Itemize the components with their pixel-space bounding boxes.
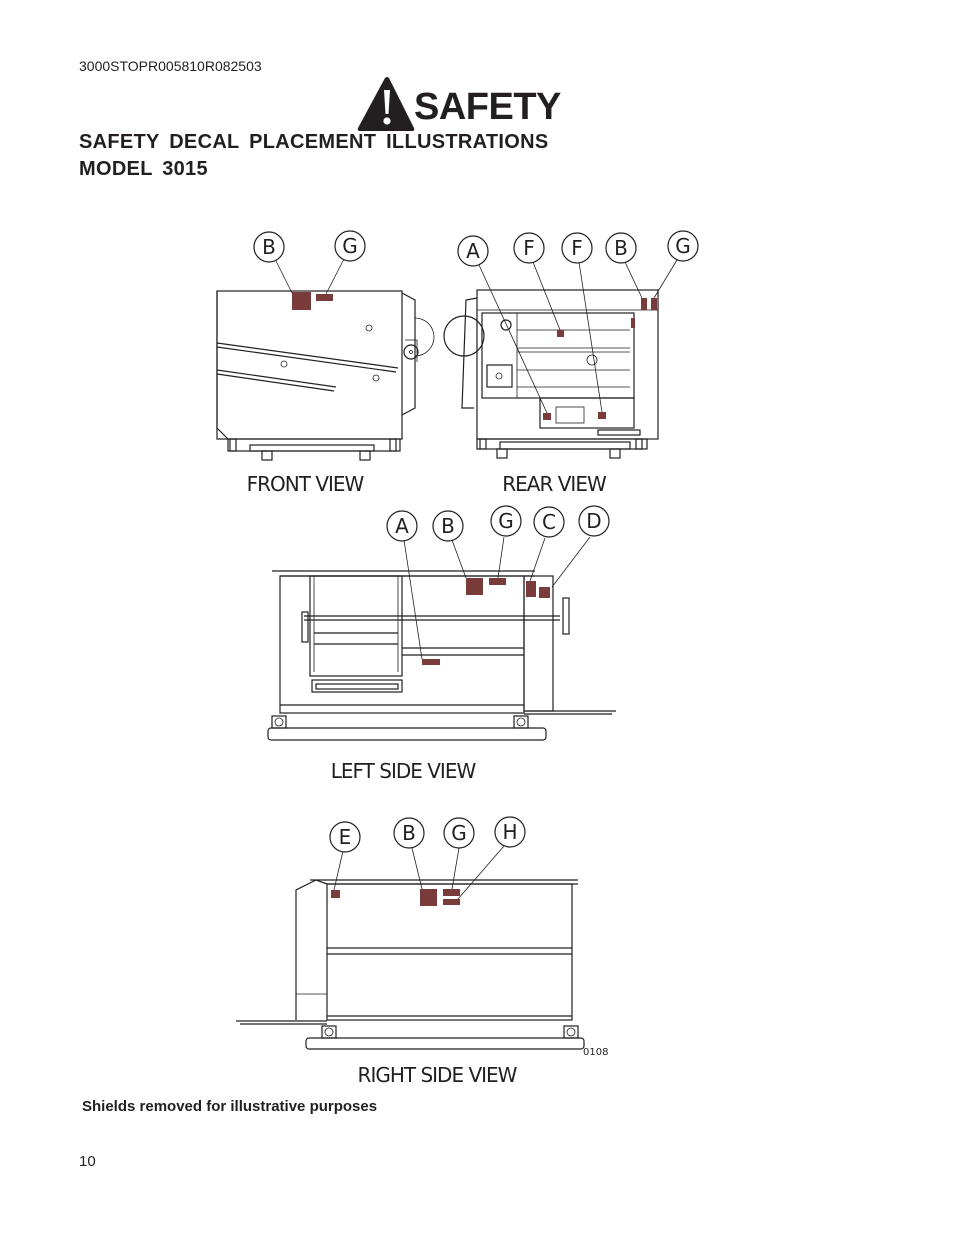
callout-label: D [586, 509, 602, 533]
callout-label: G [342, 234, 358, 258]
left-side-view [268, 506, 616, 783]
model-title: MODEL 3015 [79, 158, 208, 180]
page-number: 10 [79, 1153, 96, 1170]
footnote: Shields removed for illustrative purposes [82, 1098, 378, 1115]
view-label-left: LEFT SIDE VIEW [330, 759, 476, 783]
callout-label: A [395, 514, 409, 538]
view-label-right: RIGHT SIDE VIEW [357, 1063, 517, 1087]
callout-label: H [502, 820, 518, 844]
document-code: 3000STOPR005810R082503 [79, 58, 262, 74]
page-title: SAFETY DECAL PLACEMENT ILLUSTRATIONS [79, 131, 549, 153]
right-side-view [236, 817, 608, 1087]
callout-label: C [542, 510, 556, 534]
callout-label: E [338, 825, 352, 849]
drawing-number: 0108 [583, 1047, 609, 1058]
view-label-front: FRONT VIEW [246, 472, 364, 496]
safety-heading: SAFETY [414, 86, 561, 128]
callout-label: G [498, 509, 514, 533]
callout-label: G [675, 234, 691, 258]
view-label-rear: REAR VIEW [502, 472, 606, 496]
callout-label: B [441, 514, 455, 538]
rear-view [444, 231, 698, 496]
callout-label: B [402, 821, 416, 845]
callout-label: F [571, 236, 583, 260]
callout-label: A [466, 239, 480, 263]
front-view [217, 231, 434, 496]
callout-label: B [262, 235, 276, 259]
callout-label: B [614, 236, 628, 260]
callout-label: F [523, 236, 535, 260]
callout-label: G [451, 821, 467, 845]
